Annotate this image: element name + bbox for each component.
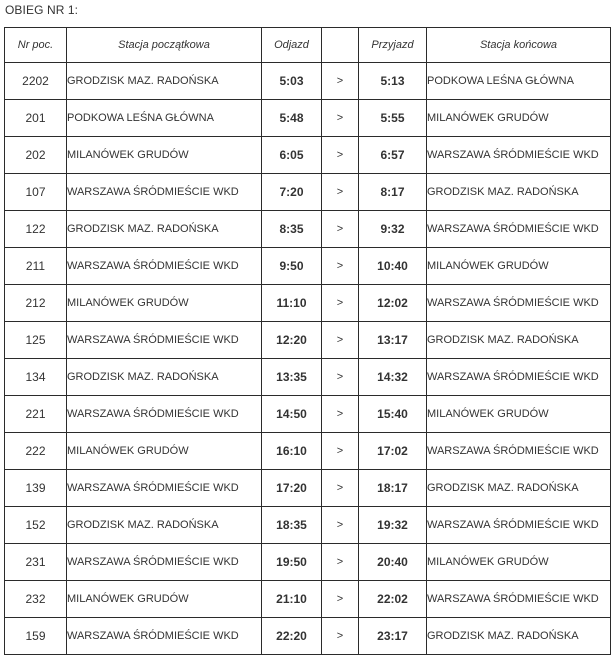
departure-time: 14:50 bbox=[262, 396, 322, 433]
train-number: 152 bbox=[5, 507, 67, 544]
column-header-arrival: Przyjazd bbox=[359, 28, 427, 63]
direction-arrow: > bbox=[322, 507, 359, 544]
origin-station: GRODZISK MAZ. RADOŃSKA bbox=[67, 211, 262, 248]
origin-station: WARSZAWA ŚRÓDMIEŚCIE WKD bbox=[67, 470, 262, 507]
departure-time: 18:35 bbox=[262, 507, 322, 544]
direction-arrow: > bbox=[322, 359, 359, 396]
train-number: 212 bbox=[5, 285, 67, 322]
arrival-time: 14:32 bbox=[359, 359, 427, 396]
table-row bbox=[5, 433, 611, 470]
origin-station: WARSZAWA ŚRÓDMIEŚCIE WKD bbox=[67, 544, 262, 581]
origin-station: WARSZAWA ŚRÓDMIEŚCIE WKD bbox=[67, 396, 262, 433]
origin-station: MILANÓWEK GRUDÓW bbox=[67, 433, 262, 470]
departure-time: 7:20 bbox=[262, 174, 322, 211]
train-number: 202 bbox=[5, 137, 67, 174]
table-row bbox=[5, 322, 611, 359]
table-row bbox=[5, 359, 611, 396]
direction-arrow: > bbox=[322, 581, 359, 618]
table-row bbox=[5, 544, 611, 581]
direction-arrow: > bbox=[322, 322, 359, 359]
column-header-arrow bbox=[322, 28, 359, 63]
table-row bbox=[5, 470, 611, 507]
departure-time: 19:50 bbox=[262, 544, 322, 581]
train-number: 159 bbox=[5, 618, 67, 655]
destination-station: GRODZISK MAZ. RADOŃSKA bbox=[427, 322, 611, 359]
origin-station: WARSZAWA ŚRÓDMIEŚCIE WKD bbox=[67, 174, 262, 211]
train-number: 211 bbox=[5, 248, 67, 285]
departure-time: 17:20 bbox=[262, 470, 322, 507]
destination-station: PODKOWA LEŚNA GŁÓWNA bbox=[427, 63, 611, 100]
arrival-time: 19:32 bbox=[359, 507, 427, 544]
departure-time: 12:20 bbox=[262, 322, 322, 359]
destination-station: MILANÓWEK GRUDÓW bbox=[427, 100, 611, 137]
train-number: 201 bbox=[5, 100, 67, 137]
table-row bbox=[5, 137, 611, 174]
train-number: 222 bbox=[5, 433, 67, 470]
table-header-row bbox=[5, 28, 611, 63]
departure-time: 16:10 bbox=[262, 433, 322, 470]
destination-station: WARSZAWA ŚRÓDMIEŚCIE WKD bbox=[427, 581, 611, 618]
table-row bbox=[5, 63, 611, 100]
origin-station: MILANÓWEK GRUDÓW bbox=[67, 137, 262, 174]
destination-station: WARSZAWA ŚRÓDMIEŚCIE WKD bbox=[427, 359, 611, 396]
destination-station: GRODZISK MAZ. RADOŃSKA bbox=[427, 618, 611, 655]
train-number: 231 bbox=[5, 544, 67, 581]
departure-time: 5:48 bbox=[262, 100, 322, 137]
direction-arrow: > bbox=[322, 63, 359, 100]
arrival-time: 13:17 bbox=[359, 322, 427, 359]
direction-arrow: > bbox=[322, 433, 359, 470]
origin-station: GRODZISK MAZ. RADOŃSKA bbox=[67, 359, 262, 396]
direction-arrow: > bbox=[322, 544, 359, 581]
destination-station: WARSZAWA ŚRÓDMIEŚCIE WKD bbox=[427, 211, 611, 248]
train-number: 221 bbox=[5, 396, 67, 433]
origin-station: MILANÓWEK GRUDÓW bbox=[67, 581, 262, 618]
column-header-nr: Nr poc. bbox=[5, 28, 67, 63]
departure-time: 5:03 bbox=[262, 63, 322, 100]
train-number: 2202 bbox=[5, 63, 67, 100]
page-title: OBIEG NR 1: bbox=[5, 3, 79, 17]
origin-station: WARSZAWA ŚRÓDMIEŚCIE WKD bbox=[67, 248, 262, 285]
destination-station: WARSZAWA ŚRÓDMIEŚCIE WKD bbox=[427, 285, 611, 322]
direction-arrow: > bbox=[322, 100, 359, 137]
destination-station: WARSZAWA ŚRÓDMIEŚCIE WKD bbox=[427, 137, 611, 174]
column-header-to: Stacja końcowa bbox=[427, 28, 611, 63]
arrival-time: 6:57 bbox=[359, 137, 427, 174]
direction-arrow: > bbox=[322, 248, 359, 285]
destination-station: MILANÓWEK GRUDÓW bbox=[427, 396, 611, 433]
departure-time: 22:20 bbox=[262, 618, 322, 655]
departure-time: 6:05 bbox=[262, 137, 322, 174]
destination-station: MILANÓWEK GRUDÓW bbox=[427, 544, 611, 581]
table-row bbox=[5, 174, 611, 211]
train-number: 122 bbox=[5, 211, 67, 248]
direction-arrow: > bbox=[322, 470, 359, 507]
train-number: 139 bbox=[5, 470, 67, 507]
arrival-time: 15:40 bbox=[359, 396, 427, 433]
column-header-from: Stacja początkowa bbox=[67, 28, 262, 63]
arrival-time: 8:17 bbox=[359, 174, 427, 211]
departure-time: 8:35 bbox=[262, 211, 322, 248]
arrival-time: 5:13 bbox=[359, 63, 427, 100]
table-row bbox=[5, 396, 611, 433]
departure-time: 11:10 bbox=[262, 285, 322, 322]
schedule-table bbox=[4, 27, 611, 655]
direction-arrow: > bbox=[322, 396, 359, 433]
table-row bbox=[5, 248, 611, 285]
destination-station: MILANÓWEK GRUDÓW bbox=[427, 248, 611, 285]
direction-arrow: > bbox=[322, 618, 359, 655]
train-number: 232 bbox=[5, 581, 67, 618]
destination-station: GRODZISK MAZ. RADOŃSKA bbox=[427, 470, 611, 507]
table-row bbox=[5, 211, 611, 248]
arrival-time: 17:02 bbox=[359, 433, 427, 470]
direction-arrow: > bbox=[322, 211, 359, 248]
destination-station: GRODZISK MAZ. RADOŃSKA bbox=[427, 174, 611, 211]
train-number: 134 bbox=[5, 359, 67, 396]
table-row bbox=[5, 100, 611, 137]
table-row bbox=[5, 507, 611, 544]
table-row bbox=[5, 285, 611, 322]
arrival-time: 22:02 bbox=[359, 581, 427, 618]
origin-station: WARSZAWA ŚRÓDMIEŚCIE WKD bbox=[67, 618, 262, 655]
train-number: 125 bbox=[5, 322, 67, 359]
arrival-time: 18:17 bbox=[359, 470, 427, 507]
arrival-time: 12:02 bbox=[359, 285, 427, 322]
destination-station: WARSZAWA ŚRÓDMIEŚCIE WKD bbox=[427, 507, 611, 544]
departure-time: 21:10 bbox=[262, 581, 322, 618]
origin-station: GRODZISK MAZ. RADOŃSKA bbox=[67, 507, 262, 544]
origin-station: WARSZAWA ŚRÓDMIEŚCIE WKD bbox=[67, 322, 262, 359]
column-header-departure: Odjazd bbox=[262, 28, 322, 63]
table-row bbox=[5, 618, 611, 655]
direction-arrow: > bbox=[322, 137, 359, 174]
origin-station: PODKOWA LEŚNA GŁÓWNA bbox=[67, 100, 262, 137]
origin-station: GRODZISK MAZ. RADOŃSKA bbox=[67, 63, 262, 100]
arrival-time: 20:40 bbox=[359, 544, 427, 581]
arrival-time: 9:32 bbox=[359, 211, 427, 248]
table-row bbox=[5, 581, 611, 618]
arrival-time: 23:17 bbox=[359, 618, 427, 655]
departure-time: 9:50 bbox=[262, 248, 322, 285]
direction-arrow: > bbox=[322, 174, 359, 211]
origin-station: MILANÓWEK GRUDÓW bbox=[67, 285, 262, 322]
destination-station: WARSZAWA ŚRÓDMIEŚCIE WKD bbox=[427, 433, 611, 470]
train-number: 107 bbox=[5, 174, 67, 211]
direction-arrow: > bbox=[322, 285, 359, 322]
arrival-time: 5:55 bbox=[359, 100, 427, 137]
departure-time: 13:35 bbox=[262, 359, 322, 396]
arrival-time: 10:40 bbox=[359, 248, 427, 285]
